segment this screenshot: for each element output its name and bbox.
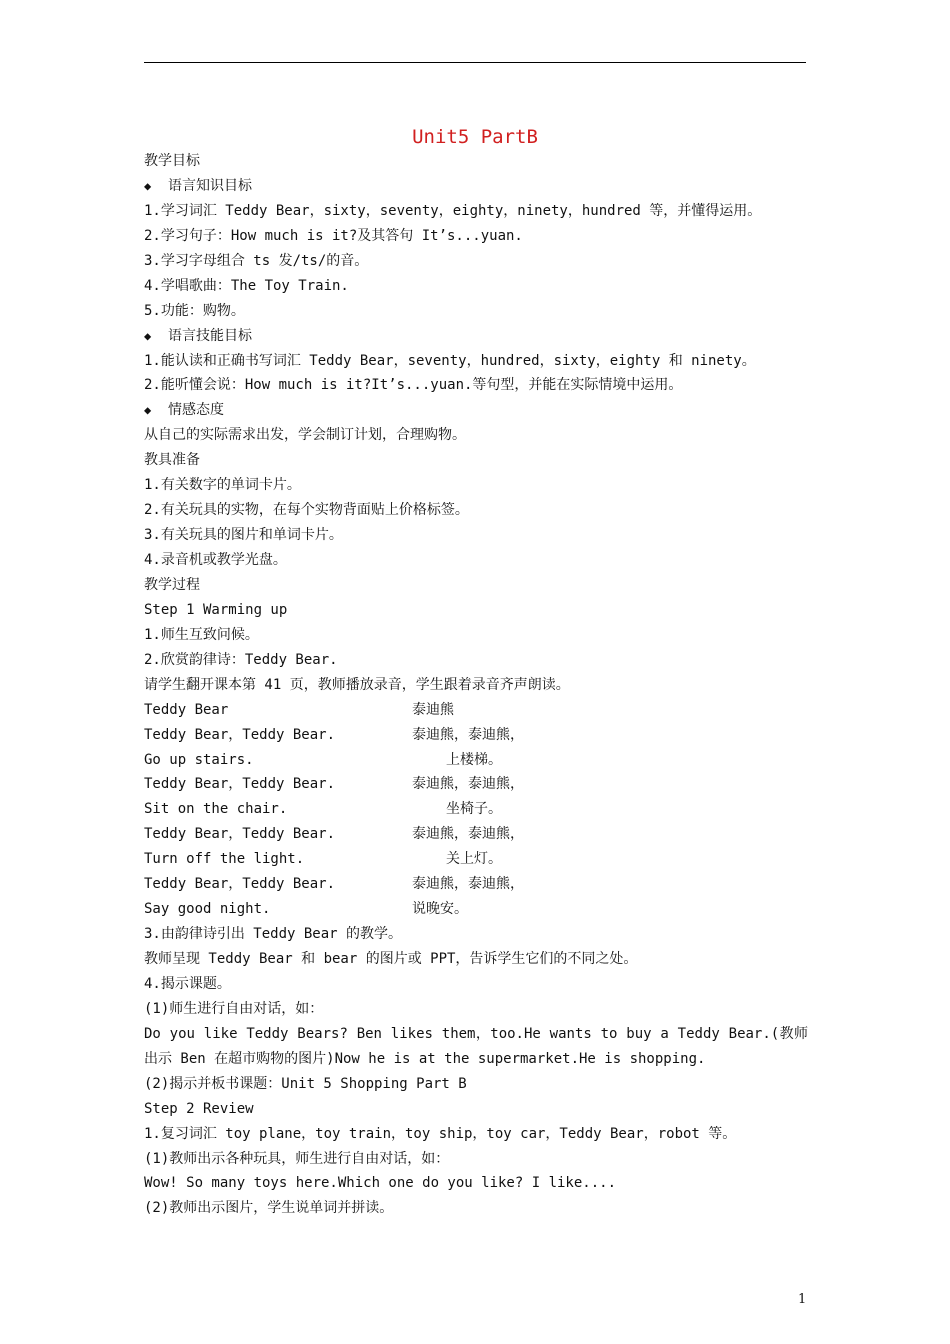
poem-zh: 泰迪熊，泰迪熊， <box>412 826 524 843</box>
lang-skill-heading: 语言技能目标 <box>168 327 252 344</box>
skill-item-2: 2.能听懂会说：How much is it?It’s...yuan.等句型，并能在实际情境中运用。 <box>144 377 683 394</box>
warmup-item-7: (1)师生进行自由对话，如： <box>144 1000 324 1017</box>
bullet-attitude <box>144 398 808 423</box>
poem-zh: 泰迪熊，泰迪熊， <box>412 876 524 893</box>
poem-zh: 泰迪熊，泰迪熊， <box>412 726 524 743</box>
bullet-lang-skill <box>144 324 808 349</box>
review-item-4: (2)教师出示图片，学生说单词并拼读。 <box>144 1200 394 1217</box>
poem-line <box>144 772 808 797</box>
prep-item-4: 4.录音机或教学光盘。 <box>144 552 287 568</box>
step1-heading: Step 1 Warming up <box>144 601 288 618</box>
attitude-heading: 情感态度 <box>168 402 224 419</box>
poem-zh: 说晚安。 <box>412 901 468 918</box>
poem-en: Teddy Bear，Teddy Bear. <box>144 876 336 893</box>
poem-line <box>144 797 808 822</box>
poem-en: Go up stairs. <box>144 751 254 768</box>
poem-en: Say good night. <box>144 901 271 918</box>
poem-line <box>144 847 808 872</box>
poem-zh: 泰迪熊，泰迪熊， <box>412 776 524 793</box>
poem-zh: 关上灯。 <box>446 851 502 868</box>
warmup-item-1: 1.师生互致问候。 <box>144 626 259 643</box>
process-heading: 教学过程 <box>144 576 200 593</box>
diamond-bullet-icon: ◆ <box>144 403 152 418</box>
review-item-1: 1.复习词汇 toy plane，toy train，toy ship，toy car，Teddy Bear，robot 等。 <box>144 1125 737 1142</box>
step2-heading: Step 2 Review <box>144 1100 254 1117</box>
poem-en: Teddy Bear，Teddy Bear. <box>144 826 336 843</box>
prep-item-3: 3.有关玩具的图片和单词卡片。 <box>144 527 343 544</box>
poem-en: Teddy Bear <box>144 701 229 718</box>
poem-line <box>144 748 808 773</box>
poem-zh: 泰迪熊 <box>412 701 454 718</box>
goals-heading: 教学目标 <box>144 153 200 169</box>
prep-heading: 教具准备 <box>144 452 200 469</box>
knowledge-item-3: 3.学习字母组合 ts 发/ts/的音。 <box>144 252 369 269</box>
poem-en: Sit on the chair. <box>144 801 288 818</box>
poem-line <box>144 822 808 847</box>
poem-en: Teddy Bear，Teddy Bear. <box>144 726 336 743</box>
lang-knowledge-heading: 语言知识目标 <box>168 177 252 194</box>
poem-zh: 上楼梯。 <box>446 751 502 768</box>
poem-line <box>144 698 808 723</box>
poem-en: Teddy Bear，Teddy Bear. <box>144 776 336 793</box>
warmup-item-9: (2)揭示并板书课题：Unit 5 Shopping Part B <box>144 1075 467 1092</box>
poem-line <box>144 897 808 922</box>
page-number: 1 <box>798 1292 807 1307</box>
warmup-item-8: Do you like Teddy Bears? Ben likes them，too.He wants to buy a Teddy Bear.(教师出示 Ben 在超市购物的图片)Now he is at the supermarket.He is shopping. <box>144 1025 808 1067</box>
knowledge-item-5: 5.功能：购物。 <box>144 302 245 319</box>
poem-zh: 坐椅子。 <box>446 801 502 818</box>
poem-en: Turn off the light. <box>144 851 305 868</box>
knowledge-item-4: 4.学唱歌曲：The Toy Train. <box>144 277 349 294</box>
bullet-lang-knowledge <box>144 174 808 199</box>
poem-line <box>144 723 808 748</box>
warmup-item-3: 请学生翻开课本第 41 页，教师播放录音，学生跟着录音齐声朗读。 <box>144 676 570 693</box>
knowledge-item-2: 2.学习句子：How much is it?及其答句 It’s...yuan. <box>144 227 523 244</box>
diamond-bullet-icon: ◆ <box>144 178 152 193</box>
warmup-item-6: 4.揭示课题。 <box>144 975 231 992</box>
prep-item-2: 2.有关玩具的实物，在每个实物背面贴上价格标签。 <box>144 502 469 519</box>
warmup-item-2: 2.欣赏韵律诗：Teddy Bear. <box>144 651 338 668</box>
diamond-bullet-icon: ◆ <box>144 328 152 343</box>
review-item-2: (1)教师出示各种玩具，师生进行自由对话，如： <box>144 1150 450 1167</box>
warmup-item-4: 3.由韵律诗引出 Teddy Bear 的教学。 <box>144 926 403 943</box>
document-title: Unit5 PartB <box>412 126 538 148</box>
document-body <box>144 149 808 1221</box>
header-rule <box>144 62 806 63</box>
warmup-item-5: 教师呈现 Teddy Bear 和 bear 的图片或 PPT，告诉学生它们的不同之处。 <box>144 951 638 967</box>
skill-item-1: 1.能认读和正确书写词汇 Teddy Bear，seventy，hundred，sixty，eighty 和 ninety。 <box>144 352 756 369</box>
knowledge-item-1: 1.学习词汇 Teddy Bear，sixty，seventy，eighty，ninety，hundred 等，并懂得运用。 <box>144 202 762 219</box>
review-item-3: Wow! So many toys here.Which one do you like? I like.... <box>144 1175 617 1192</box>
prep-item-1: 1.有关数字的单词卡片。 <box>144 477 301 494</box>
poem-line <box>144 872 808 897</box>
attitude-item-1: 从自己的实际需求出发，学会制订计划，合理购物。 <box>144 427 466 444</box>
